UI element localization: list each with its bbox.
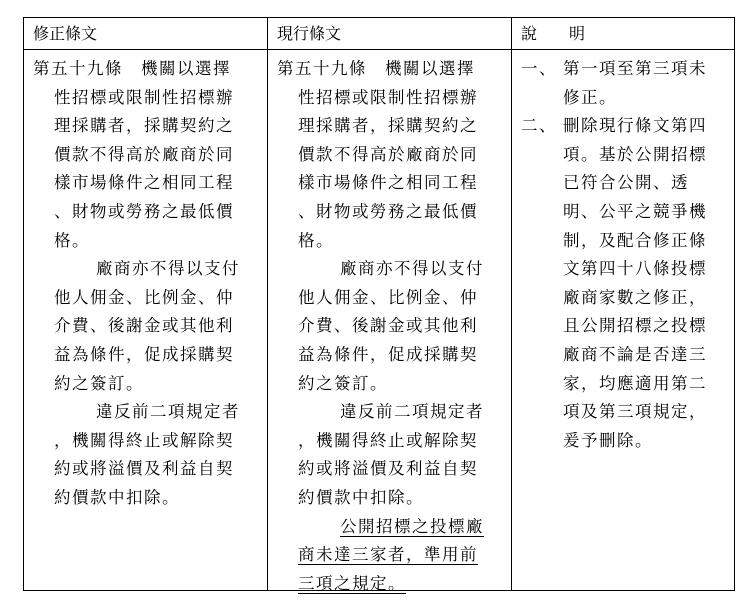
text-line: 價款不得高於廠商於同 <box>298 144 478 164</box>
text-line: ，機關得終止或解除契 <box>298 430 478 450</box>
text-line: 、財物或勞務之最低價 <box>54 201 234 221</box>
text-line: 格。 <box>298 230 334 250</box>
text-line: 明、公平之競爭機 <box>563 201 707 221</box>
text-line: 第五十九條 機關以選擇 <box>277 59 475 78</box>
text-line: 第一項至第三項未 <box>563 59 707 78</box>
item-number: 一、 <box>521 59 557 78</box>
text-line: 益為條件，促成採購契 <box>298 344 478 364</box>
header-divider <box>24 49 734 50</box>
text-line: 樣市場條件之相同工程 <box>298 173 478 193</box>
text-line: 介費、後謝金或其他利 <box>54 316 234 336</box>
text-line: 約或將溢價及利益自契 <box>298 459 478 479</box>
header-current: 現行條文 <box>277 24 342 43</box>
text-line: 家，均應適用第二 <box>563 373 707 393</box>
text-line: 約之簽訂。 <box>298 373 388 393</box>
text-line: 已符合公開、透 <box>563 173 689 193</box>
text-line: 性招標或限制性招標辦 <box>54 87 234 107</box>
text-line: 價款不得高於廠商於同 <box>54 144 234 164</box>
text-line: 性招標或限制性招標辦 <box>298 87 478 107</box>
deleted-text-line: 三項之規定。 <box>298 573 406 593</box>
text-line: 介費、後謝金或其他利 <box>298 316 478 336</box>
deleted-text-line: 公開招標之投標廠 <box>340 516 484 536</box>
text-line: 項及第三項規定， <box>563 402 707 422</box>
text-line: 約或將溢價及利益自契 <box>54 459 234 479</box>
revised-article <box>33 55 240 513</box>
text-line: 約價款中扣除。 <box>54 487 180 507</box>
text-line: 修正。 <box>563 87 617 107</box>
text-line: 廠商不論是否達三 <box>563 344 707 364</box>
text-line: 廠商亦不得以支付 <box>96 259 240 279</box>
text-line: 項。基於公開招標 <box>563 144 707 164</box>
text-line: 且公開招標之投標 <box>563 316 707 336</box>
text-line: 約之簽訂。 <box>54 373 144 393</box>
text-line: 他人佣金、比例金、仲 <box>54 287 234 307</box>
text-line: ，機關得終止或解除契 <box>54 430 234 450</box>
text-line: 理採購者，採購契約之 <box>298 116 478 136</box>
comparison-table <box>23 17 735 591</box>
text-line: 違反前二項規定者 <box>96 402 240 422</box>
text-line: 他人佣金、比例金、仲 <box>298 287 478 307</box>
column-divider <box>267 18 268 590</box>
explanation <box>521 55 707 455</box>
text-line: 、財物或勞務之最低價 <box>298 201 478 221</box>
item-number: 二、 <box>521 116 557 136</box>
header-explanation: 說 明 <box>521 24 586 43</box>
text-line: 理採購者，採購契約之 <box>54 116 234 136</box>
current-article <box>277 55 484 598</box>
text-line: 爰予刪除。 <box>563 430 653 450</box>
column-divider <box>511 18 512 590</box>
text-line: 格。 <box>54 230 90 250</box>
text-line: 制，及配合修正條 <box>563 230 707 250</box>
text-line: 樣市場條件之相同工程 <box>54 173 234 193</box>
text-line: 廠商亦不得以支付 <box>340 259 484 279</box>
text-line: 第五十九條 機關以選擇 <box>33 59 231 78</box>
text-line: 違反前二項規定者 <box>340 402 484 422</box>
text-line: 廠商家數之修正， <box>563 287 707 307</box>
header-revised: 修正條文 <box>33 24 98 43</box>
text-line: 益為條件，促成採購契 <box>54 344 234 364</box>
text-line: 刪除現行條文第四 <box>563 116 707 136</box>
text-line: 約價款中扣除。 <box>298 487 424 507</box>
text-line: 文第四十八條投標 <box>563 259 707 279</box>
explanation-item <box>521 55 707 112</box>
explanation-item <box>521 112 707 455</box>
deleted-text-line: 商未達三家者，準用前 <box>298 545 478 565</box>
